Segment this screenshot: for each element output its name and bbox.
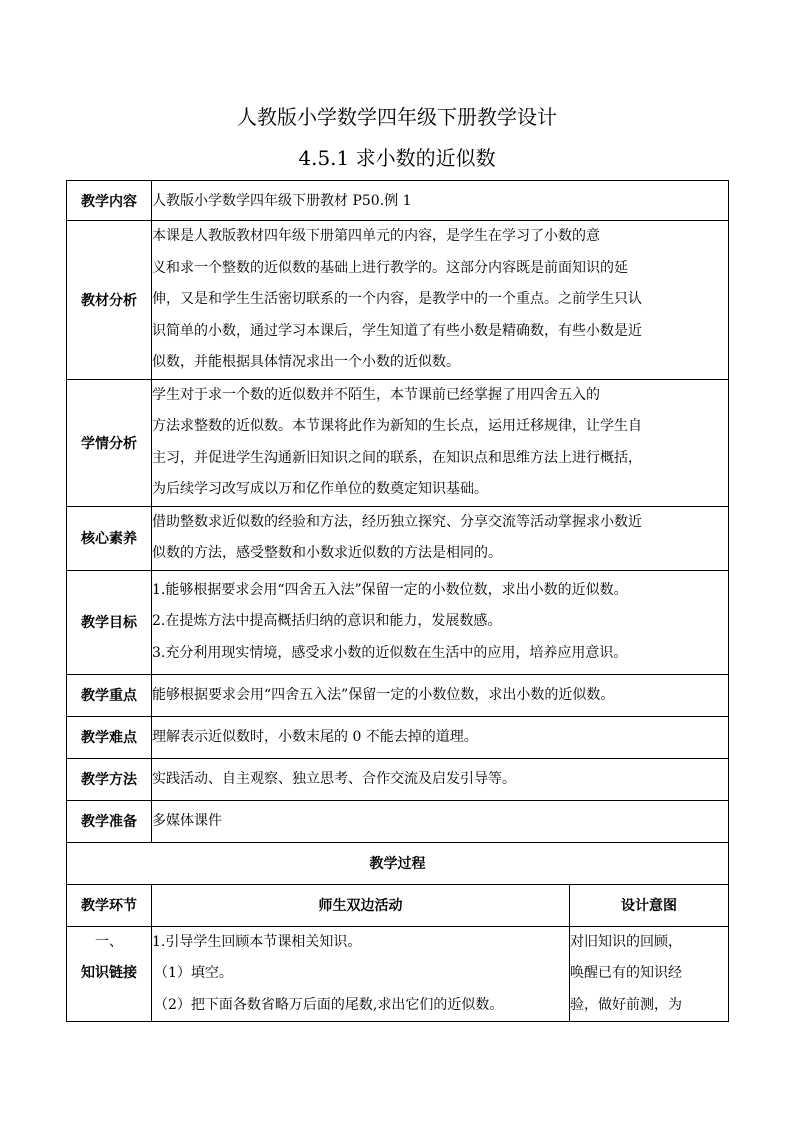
content-text: 人教版小学数学四年级下册教材 P50.例 1 xyxy=(152,192,412,209)
goal-line: 3.充分利用现实情境，感受求小数的近似数在生活中的应用，培养应用意识。 xyxy=(152,644,628,661)
analysis-line: 本课是人教版教材四年级下册第四单元的内容，是学生在学习了小数的意 xyxy=(152,228,600,244)
label-key: 教学重点 xyxy=(67,674,152,716)
intent-line: 唤醒已有的知识经 xyxy=(570,965,682,981)
intent-line: 验，做好前测，为 xyxy=(570,996,682,1013)
row-step-1 xyxy=(67,926,729,1022)
activity-line: （2）把下面各数省略万后面的尾数,求出它们的近似数。 xyxy=(154,996,504,1013)
lesson-title: 4.5.1 求小数的近似数 xyxy=(298,146,496,170)
row-goals xyxy=(67,570,729,674)
value-analysis xyxy=(152,221,729,380)
step-1-number: 一、 xyxy=(95,933,123,950)
intent-line: 对旧知识的回顾， xyxy=(570,933,682,950)
column-header-step: 教学环节 xyxy=(67,884,152,926)
difficulty-text: 理解表示近似数时，小数末尾的 0 不能去掉的道理。 xyxy=(152,729,478,745)
column-header-activity: 师生双边活动 xyxy=(152,884,570,926)
step-1-activities xyxy=(152,926,570,1022)
row-process-heading xyxy=(67,842,729,884)
row-literacy xyxy=(67,506,729,570)
label-difficulty: 教学难点 xyxy=(67,716,152,758)
row-content xyxy=(67,181,729,221)
step-1-cell xyxy=(67,926,152,1022)
row-process-columns xyxy=(67,884,729,926)
step-1-name: 知识链接 xyxy=(81,965,137,981)
process-heading: 教学过程 xyxy=(67,842,729,884)
value-literacy xyxy=(152,506,729,570)
goal-line: 1.能够根据要求会用“四舍五入法”保留一定的小数位数，求出小数的近似数。 xyxy=(152,581,628,598)
students-line: 方法求整数的近似数。本节课将此作为新知的生长点，运用迁移规律，让学生自 xyxy=(152,418,642,434)
value-difficulty xyxy=(152,716,729,758)
step-1-intent xyxy=(570,926,729,1022)
literacy-line: 似数的方法，感受整数和小数求近似数的方法是相同的。 xyxy=(152,545,502,561)
activity-line: （1）填空。 xyxy=(154,965,233,981)
analysis-line: 义和求一个整数的近似数的基础上进行教学的。这部分内容既是前面知识的延 xyxy=(152,259,628,276)
label-methods: 教学方法 xyxy=(67,758,152,800)
column-header-intent: 设计意图 xyxy=(570,884,729,926)
literacy-line: 借助整数求近似数的经验和方法，经历独立探究、分享交流等活动掌握求小数近 xyxy=(152,513,642,530)
prep-text: 多媒体课件 xyxy=(152,813,222,829)
row-analysis xyxy=(67,221,729,380)
label-content: 教学内容 xyxy=(67,181,152,221)
methods-text: 实践活动、自主观察、独立思考、合作交流及启发引导等。 xyxy=(152,771,516,787)
lesson-plan-table xyxy=(66,180,729,1022)
value-methods xyxy=(152,758,729,800)
row-methods xyxy=(67,758,729,800)
row-difficulty xyxy=(67,716,729,758)
students-line: 为后续学习改写成以万和亿作单位的数奠定知识基础。 xyxy=(152,481,488,497)
value-key xyxy=(152,674,729,716)
value-goals xyxy=(152,570,729,674)
value-content xyxy=(152,181,729,221)
analysis-line: 识简单的小数，通过学习本课后，学生知道了有些小数是精确数，有些小数是近 xyxy=(152,322,642,339)
label-goals: 教学目标 xyxy=(67,570,152,674)
goal-line: 2.在提炼方法中提高概括归纳的意识和能力，发展数感。 xyxy=(152,613,502,630)
label-analysis: 教材分析 xyxy=(67,221,152,380)
activity-line: 1.引导学生回顾本节课相关知识。 xyxy=(152,933,362,950)
key-text: 能够根据要求会用“四舍五入法”保留一定的小数位数，求出小数的近似数。 xyxy=(152,687,615,703)
students-line: 主习，并促进学生沟通新旧知识之间的联系，在知识点和思维方法上进行概括， xyxy=(152,449,642,466)
row-students xyxy=(67,379,729,506)
label-prep: 教学准备 xyxy=(67,800,152,842)
analysis-line: 似数，并能根据具体情况求出一个小数的近似数。 xyxy=(152,354,460,370)
analysis-line: 伸，又是和学生生活密切联系的一个内容，是教学中的一个重点。之前学生只认 xyxy=(152,291,642,307)
value-students xyxy=(152,379,729,506)
value-prep xyxy=(152,800,729,842)
label-literacy: 核心素养 xyxy=(67,506,152,570)
row-key xyxy=(67,674,729,716)
students-line: 学生对于求一个数的近似数并不陌生，本节课前已经掌握了用四舍五入的 xyxy=(152,386,600,403)
document-title: 人教版小学数学四年级下册教学设计 xyxy=(237,105,557,129)
row-prep xyxy=(67,800,729,842)
label-students: 学情分析 xyxy=(67,379,152,506)
